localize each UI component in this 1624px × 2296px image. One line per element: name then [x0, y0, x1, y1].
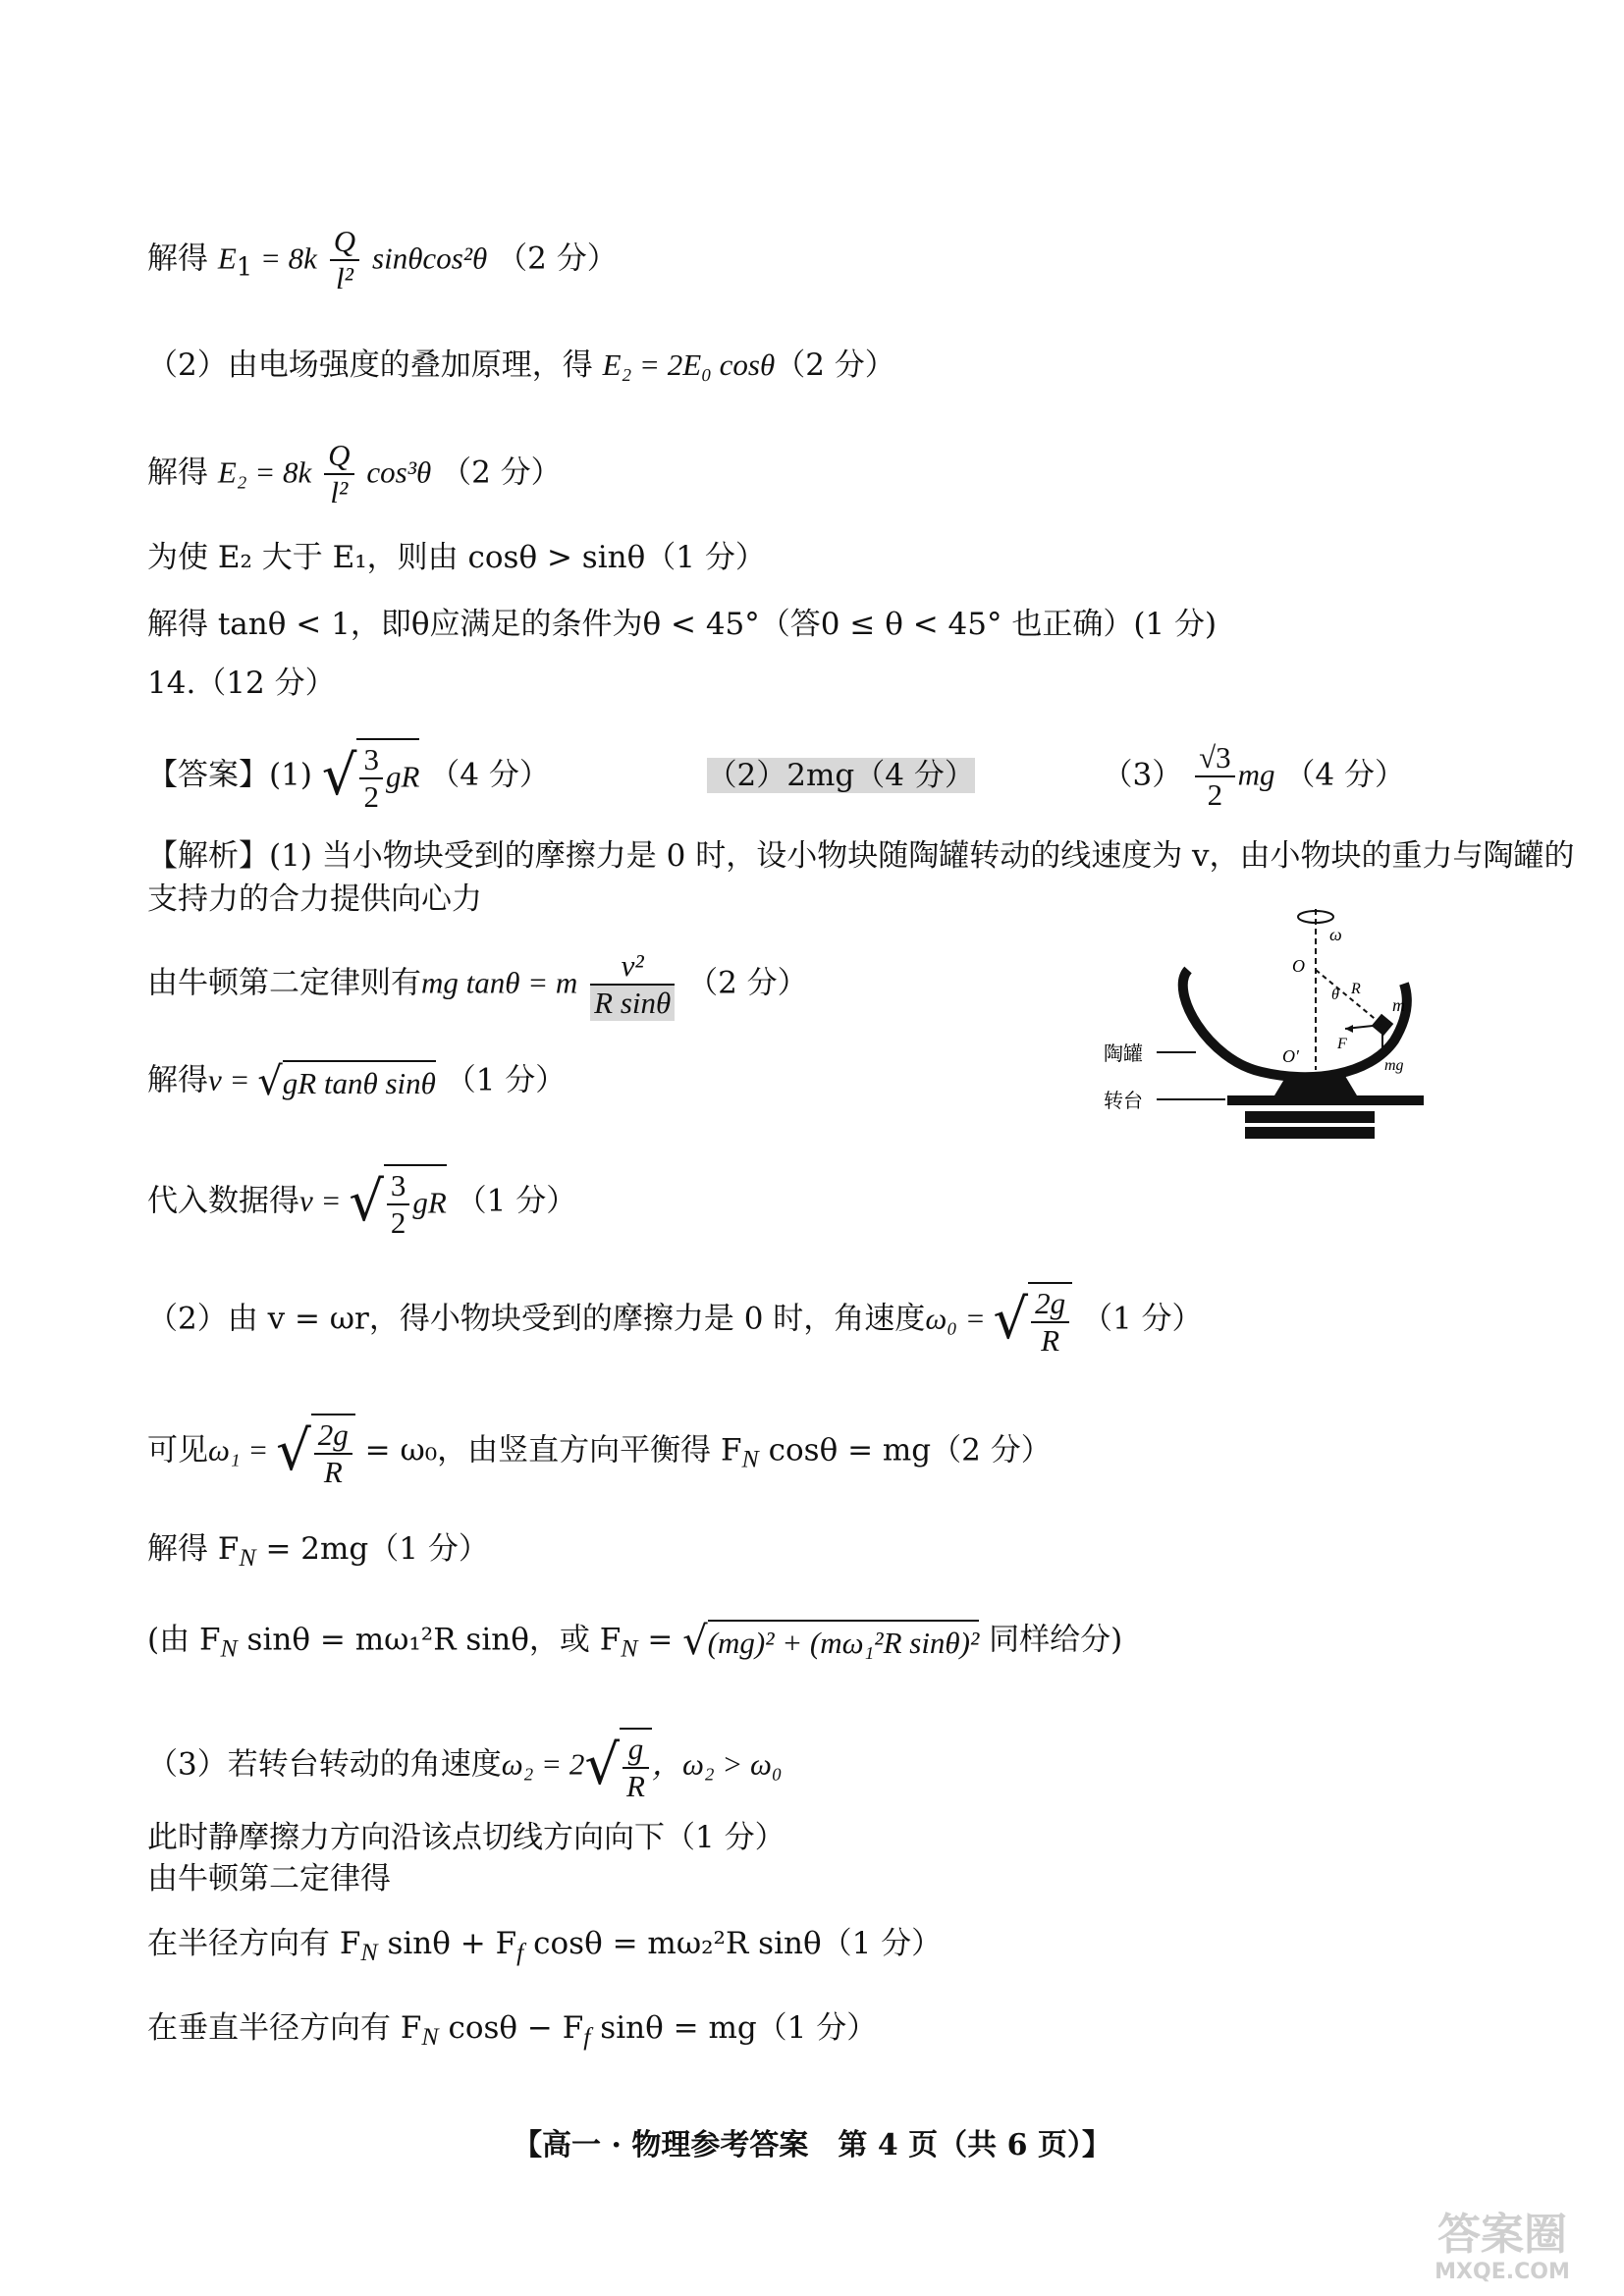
score-label: （2 分）	[775, 347, 895, 383]
question-number	[147, 664, 336, 703]
text-label: 代入数据得	[147, 1183, 299, 1219]
score-label: （2 分）	[441, 454, 562, 491]
fraction	[1031, 1286, 1069, 1359]
formula-part: E₂ = 8k	[217, 454, 312, 490]
formula-part: cosθ = mg（2 分）	[758, 1432, 1052, 1468]
text-label: 由牛顿第二定律得	[147, 1861, 391, 1896]
numerator: 2g	[314, 1417, 352, 1455]
fraction	[1195, 740, 1235, 813]
subscript: N	[741, 1444, 759, 1473]
watermark-url: MXQE.COM	[1435, 2260, 1570, 2284]
numerator: 3	[359, 742, 383, 779]
subscript: f	[516, 1938, 524, 1967]
formula-part: v =	[299, 1183, 350, 1218]
radius-line	[1316, 970, 1384, 1027]
fraction	[623, 1732, 649, 1804]
formula: E₂ = 2E₀ cosθ	[602, 347, 776, 382]
text-label: 解得 tanθ < 1，即θ应满足的条件为θ < 45°（答0 ≤ θ < 45° 也正确）(1 分)	[147, 607, 1218, 642]
label-f: F	[1337, 1036, 1347, 1052]
subscript: 1	[236, 252, 253, 283]
answer-part-2: （2）2mg（4 分）	[706, 757, 975, 793]
formula-part: cosθ = mω₂²R sinθ（1 分）	[523, 1926, 943, 1961]
subscript: N	[621, 1633, 638, 1663]
text-label: 在半径方向有 F	[147, 1926, 361, 1961]
answer-line	[147, 738, 1405, 815]
perpendicular-equation-line	[147, 2008, 877, 2056]
omega2-line	[147, 1728, 783, 1804]
numerator: Q	[324, 438, 353, 475]
formula-part: ，ω₂ > ω₀	[651, 1746, 783, 1782]
text-label: 解得	[147, 454, 208, 491]
formula-part: 同样给分)	[979, 1622, 1123, 1658]
label-theta: θ	[1331, 987, 1339, 1003]
jar-turntable-diagram	[1100, 903, 1453, 1148]
denominator: 2	[363, 779, 379, 814]
formula-part: =	[637, 1622, 683, 1658]
label-mg: mg	[1384, 1057, 1404, 1074]
radial-equation-line	[147, 1924, 942, 1972]
text-label: （2）由电场强度的叠加原理，得	[147, 347, 603, 383]
substitute-line	[147, 1164, 576, 1241]
omega0-line	[147, 1282, 1203, 1359]
denominator: R	[1041, 1323, 1060, 1358]
fraction	[324, 438, 353, 510]
analysis-line-2	[147, 880, 482, 919]
solution-line-e2	[147, 438, 562, 510]
denominator: R sinθ	[590, 986, 675, 1021]
page-footer: 【高一 · 物理参考答案 第 4 页（共 6 页）】	[513, 2128, 1111, 2163]
turntable-plate	[1227, 1095, 1424, 1105]
text-label: 在垂直半径方向有 F	[147, 2010, 422, 2046]
numerator: 2g	[1031, 1286, 1069, 1323]
label-jar: 陶罐	[1104, 1041, 1143, 1065]
label-omega: ω	[1329, 925, 1342, 944]
analysis-line-1	[147, 836, 1575, 876]
arrowhead-icon	[1345, 1025, 1353, 1033]
newton-second-line	[147, 1859, 391, 1898]
solution-line-tan	[147, 605, 1217, 644]
denominator: l²	[330, 475, 349, 509]
formula-part: sinθ = mg（1 分）	[590, 2010, 878, 2046]
formula-part: = ω₀，由竖直方向平衡得 F	[354, 1432, 742, 1468]
friction-direction-line	[147, 1818, 785, 1857]
numerator: v²	[590, 948, 675, 986]
sqrt-expression: √ $\frac{3}{2}$ gR	[349, 1164, 447, 1241]
formula-part: v =	[208, 1062, 258, 1097]
score-label: （1 分）	[445, 1062, 567, 1098]
formula-part: ω₂ = 2	[501, 1746, 585, 1782]
text-label: 可见	[147, 1432, 208, 1468]
text-label: 【解析】(1) 当小物块受到的摩擦力是 0 时，设小物块随陶罐转动的线速度为 v，由小物块的重力与陶罐的	[147, 838, 1575, 874]
text-label: （3）若转台转动的角速度	[147, 1746, 502, 1783]
sqrt-expression: √ $\frac{g}{R}$	[584, 1728, 652, 1804]
sqrt-expression: √ $\frac{2g}{R}$	[276, 1414, 355, 1490]
numerator: g	[623, 1732, 649, 1769]
jar-base	[1274, 1076, 1357, 1095]
subscript: N	[421, 2022, 439, 2052]
sqrt-expression: √ $\frac{2g}{R}$	[993, 1282, 1072, 1359]
label-o-prime: O′	[1282, 1046, 1299, 1066]
denominator: R	[626, 1769, 645, 1803]
alternative-line	[147, 1620, 1122, 1669]
formula-part: mg tanθ = m	[421, 965, 578, 1000]
formula-part: cosθ − F	[438, 2010, 584, 2046]
fraction	[359, 742, 383, 815]
fraction	[387, 1168, 410, 1241]
score-label: （2 分）	[497, 240, 618, 277]
symbol-e: E	[217, 240, 237, 276]
text-label: 此时静摩擦力方向沿该点切线方向向下（1 分）	[147, 1820, 785, 1855]
radicand: gR tanθ sinθ	[283, 1060, 436, 1103]
subscript: N	[220, 1633, 238, 1663]
score-label: （1 分）	[456, 1183, 577, 1219]
subscript: N	[360, 1938, 378, 1967]
text-label: 支持力的合力提供向心力	[147, 881, 482, 917]
formula-part: gR	[412, 1185, 447, 1220]
subscript: f	[583, 2022, 591, 2052]
radicand: (mg)² + (mω₁²R sinθ)²	[708, 1620, 980, 1663]
text-label: （2）由 v = ωr，得小物块受到的摩擦力是 0 时，角速度	[147, 1301, 926, 1337]
formula-part: mg	[1237, 757, 1275, 792]
score-label: （4 分）	[1284, 757, 1405, 793]
numerator: Q	[330, 224, 359, 261]
turntable-foot-lower	[1245, 1127, 1375, 1139]
solve-v-line	[147, 1060, 566, 1103]
denominator: R	[323, 1455, 343, 1489]
solution-line-superposition	[147, 346, 895, 385]
watermark-text: 答案圈	[1437, 2210, 1567, 2260]
fraction	[314, 1417, 352, 1490]
formula-part: = 2mg（1 分）	[255, 1531, 489, 1567]
text-label: 解得 F	[147, 1531, 240, 1567]
formula-part: sinθ + F	[377, 1926, 517, 1961]
label-m: m	[1392, 995, 1405, 1015]
score-label: （4 分）	[429, 757, 550, 793]
fraction	[330, 224, 359, 296]
watermark-logo	[1404, 2211, 1600, 2289]
denominator: l²	[336, 261, 353, 295]
sqrt-expression: √ $\frac{3}{2}$ gR	[322, 738, 420, 815]
formula-part: ω₁ =	[208, 1432, 277, 1468]
score-label: （2 分）	[687, 965, 808, 1001]
turntable-foot-upper	[1245, 1111, 1375, 1123]
solution-line-e1	[147, 224, 618, 296]
sqrt-expression: √gR tanθ sinθ	[257, 1059, 436, 1104]
numerator: √3	[1195, 740, 1235, 777]
text-label: 为使 E₂ 大于 E₁，则由 cosθ > sinθ（1 分）	[147, 540, 766, 575]
text-label: （3）	[1102, 757, 1183, 793]
text-label: 【答案】(1)	[147, 757, 312, 793]
label-table: 转台	[1104, 1089, 1143, 1112]
newton-law-line	[147, 948, 808, 1021]
sqrt-expression: √(mg)² + (mω₁²R sinθ)²	[682, 1619, 980, 1664]
denominator: 2	[1207, 777, 1223, 812]
formula-part: gR	[385, 759, 420, 794]
score-label: （1 分）	[1081, 1301, 1203, 1337]
formula-part: cos³θ	[366, 454, 432, 490]
formula-part: sinθ = mω₁²R sinθ，或 F	[237, 1622, 622, 1658]
text-label: 解得	[147, 240, 208, 277]
text-label: 14.（12 分）	[147, 666, 336, 701]
omega1-line	[147, 1414, 1052, 1490]
text-label: (由 F	[147, 1622, 221, 1658]
label-r: R	[1351, 981, 1361, 997]
formula-part: = 8k	[252, 240, 317, 276]
denominator: 2	[390, 1205, 406, 1240]
numerator: 3	[387, 1168, 410, 1205]
formula-part: ω₀ =	[925, 1301, 994, 1336]
formula-part: sinθcos²θ	[372, 240, 488, 276]
subscript: N	[239, 1543, 256, 1573]
solve-fn-line	[147, 1529, 489, 1577]
fraction	[590, 948, 675, 1021]
solution-line-condition	[147, 538, 766, 577]
text-label: 解得	[147, 1062, 208, 1098]
label-o: O	[1292, 956, 1305, 976]
text-label: 由牛顿第二定律则有	[147, 965, 421, 1001]
